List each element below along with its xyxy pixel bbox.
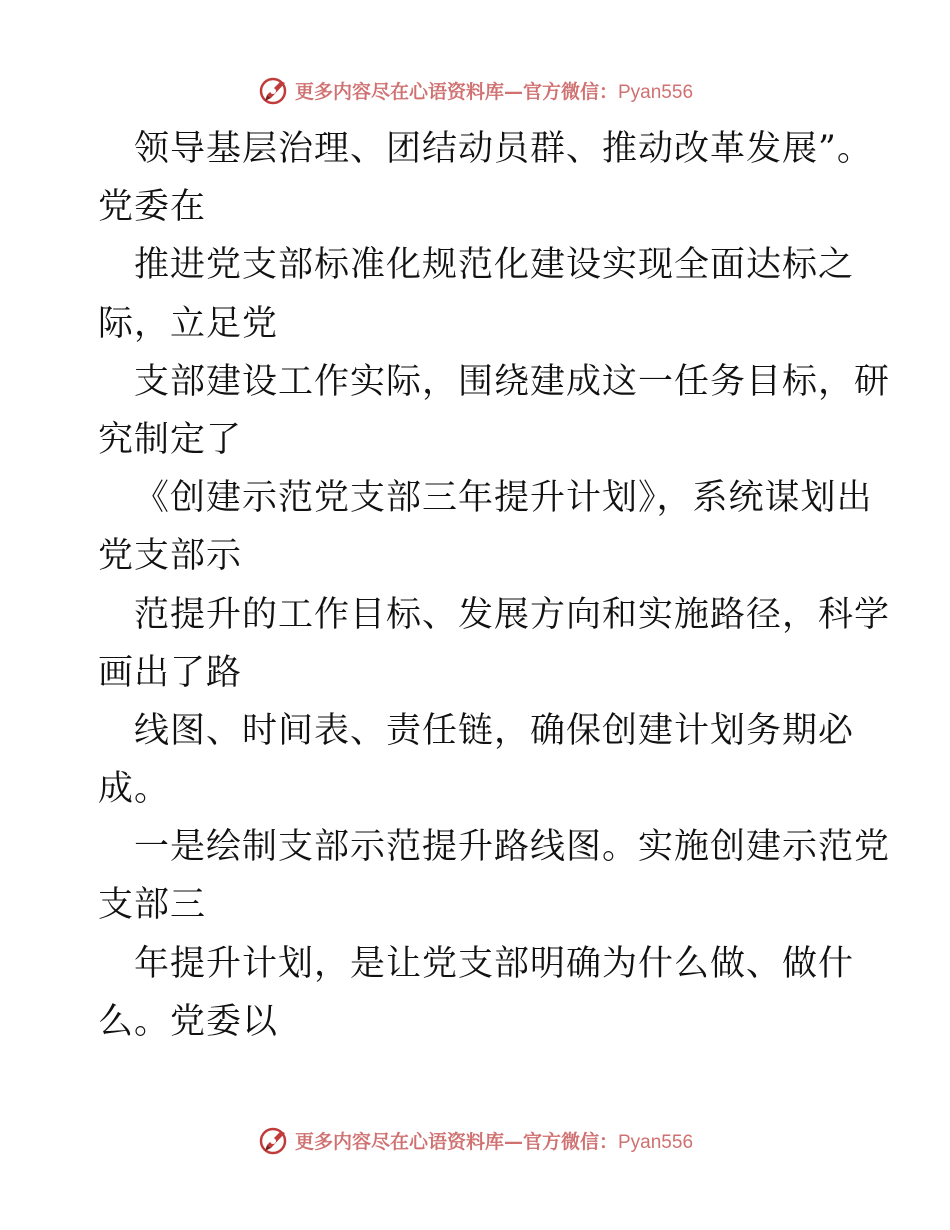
body-text-line: 线图、时间表、责任链，确保创建计划务期必 bbox=[134, 710, 855, 751]
body-text-line: 际，立足党 bbox=[98, 303, 279, 344]
body-text-line: 支部三 bbox=[98, 885, 207, 926]
body-text-line: 成。 bbox=[98, 769, 171, 810]
pen-logo-icon bbox=[257, 73, 291, 107]
body-text-line: 党委在 bbox=[98, 187, 207, 228]
body-text-line: 范提升的工作目标、发展方向和实施路径，科学 bbox=[134, 594, 891, 635]
body-text-line: 年提升计划，是让党支部明确为什么做、做什 bbox=[134, 943, 855, 984]
body-text-line: 么。党委以 bbox=[98, 1001, 279, 1042]
body-text-line: 党支部示 bbox=[98, 536, 243, 577]
watermark-label: 更多内容尽在心语资料库—官方微信： bbox=[294, 80, 618, 103]
body-text-line: 画出了路 bbox=[98, 652, 243, 693]
watermark-label: 更多内容尽在心语资料库—官方微信： bbox=[294, 1130, 618, 1153]
body-text-line: 一是绘制支部示范提升路线图。实施创建示范党 bbox=[134, 827, 891, 868]
header-watermark bbox=[0, 70, 950, 110]
body-text-line: 究制定了 bbox=[98, 419, 243, 460]
body-text-line: 推进党支部标准化规范化建设实现全面达标之 bbox=[134, 245, 855, 286]
watermark-handle: Pyan556 bbox=[618, 1131, 694, 1153]
body-text-line: 支部建设工作实际，围绕建成这一任务目标，研 bbox=[134, 361, 891, 402]
body-text-line: 《创建示范党支部三年提升计划》，系统谋划出 bbox=[134, 478, 873, 519]
footer-watermark bbox=[0, 1120, 950, 1160]
document-body bbox=[98, 120, 891, 1051]
body-text-line: 领导基层治理、团结动员群、推动改革发展”。 bbox=[134, 129, 873, 169]
watermark-text bbox=[295, 1127, 693, 1154]
watermark-handle: Pyan556 bbox=[618, 81, 694, 103]
watermark-text bbox=[295, 77, 693, 104]
pen-logo-icon bbox=[257, 1123, 291, 1157]
